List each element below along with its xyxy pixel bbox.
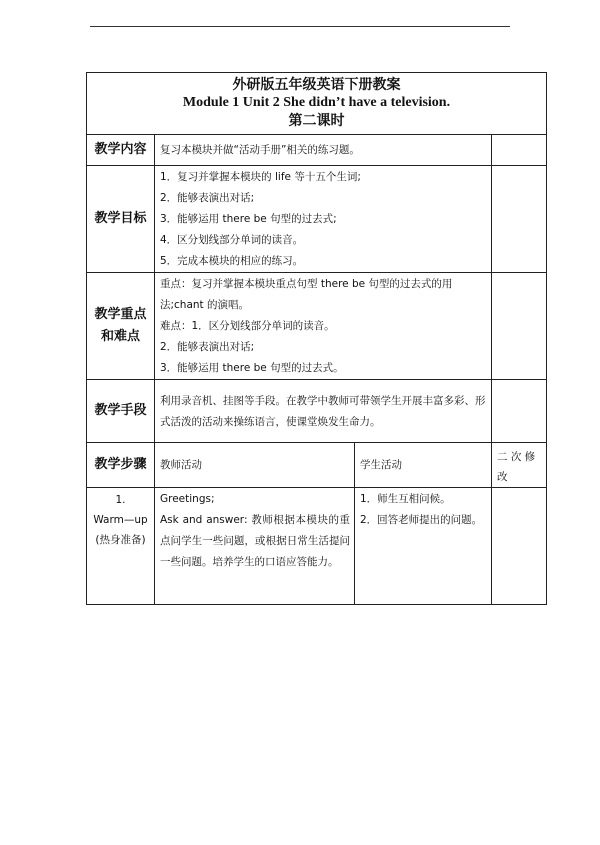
key-point-line: 2．能够表演出对话; [160,341,255,353]
methods-text: 利用录音机、挂图等手段。在教学中教师可带领学生开展丰富多彩、形式活泼的活动来操练语言，使课堂焕发生命力。 [160,394,486,428]
methods-row [87,380,547,443]
step1-name-en: Warm—up [93,514,148,526]
step1-teacher-text: Ask and answer: 教师根据本模块的重点问学生一些问题，或根据日常生活提问一些问题。培养学生的口语应答能力。 [160,514,350,568]
key-point-line: 法;chant 的演唱。 [160,299,250,311]
objective-item: 3．能够运用 there be 句型的过去式; [160,213,337,225]
key-point-line: 难点：1．区分划线部分单词的读音。 [160,320,335,332]
key-points-revision-cell [492,273,547,380]
student-activity-header: 学生活动 [355,443,492,488]
objective-item: 2．能够表演出对话; [160,192,255,204]
methods-label: 教学手段 [87,380,155,443]
step1-teacher-greetings: Greetings; [160,493,215,505]
step1-teacher-activity [155,488,355,605]
step1-student-activity [355,488,492,605]
objective-item: 5．完成本模块的相应的练习。 [160,255,304,267]
objective-item: 4．区分划线部分单词的读音。 [160,234,304,246]
methods-revision-cell [492,380,547,443]
objectives-label: 教学目标 [87,166,155,273]
step1-student-line1: 1．师生互相问候。 [360,493,451,505]
key-points-label-line2: 和难点 [100,329,140,344]
content-text [155,135,492,166]
revision-header: 二 次 修 改 [492,443,547,488]
title-row [87,73,547,135]
key-points-label [87,273,155,380]
step1-name-cn: (热身准备) [95,534,146,546]
step1-label [87,488,155,605]
content-revision-cell [492,135,547,166]
objectives-list [155,166,492,273]
content-label: 教学内容 [87,135,155,166]
step1-row [87,488,547,605]
key-points-label-line1: 教学重点 [94,307,147,322]
title-en: Module 1 Unit 2 She didn’t have a television. [182,95,451,110]
key-point-line: 重点：复习并掌握本模块重点句型 there be 句型的过去式的用 [160,278,453,290]
objective-item: 1．复习并掌握本模块的 life 等十五个生词; [160,171,361,183]
teacher-activity-header: 教师活动 [155,443,355,488]
objectives-row [87,166,547,273]
content-row [87,135,547,166]
key-point-line: 3．能够运用 there be 句型的过去式。 [160,362,344,374]
step1-number: 1. [115,494,126,506]
title-cell [87,73,547,135]
key-points-row [87,273,547,380]
steps-label: 教学步骤 [87,443,155,488]
lesson-number: 第二课时 [288,113,345,129]
title-cn: 外研版五年级英语下册教案 [232,77,401,93]
step1-revision-cell [492,488,547,605]
content-text-line: 复习本模块并做“活动手册”相关的练习题。 [160,144,360,156]
step1-student-line2: 2．回答老师提出的问题。 [360,514,483,526]
methods-cell [155,380,492,443]
steps-header-row [87,443,547,488]
top-rule [90,26,510,27]
key-points-list [155,273,492,380]
objectives-revision-cell [492,166,547,273]
lesson-plan-table [86,72,547,605]
